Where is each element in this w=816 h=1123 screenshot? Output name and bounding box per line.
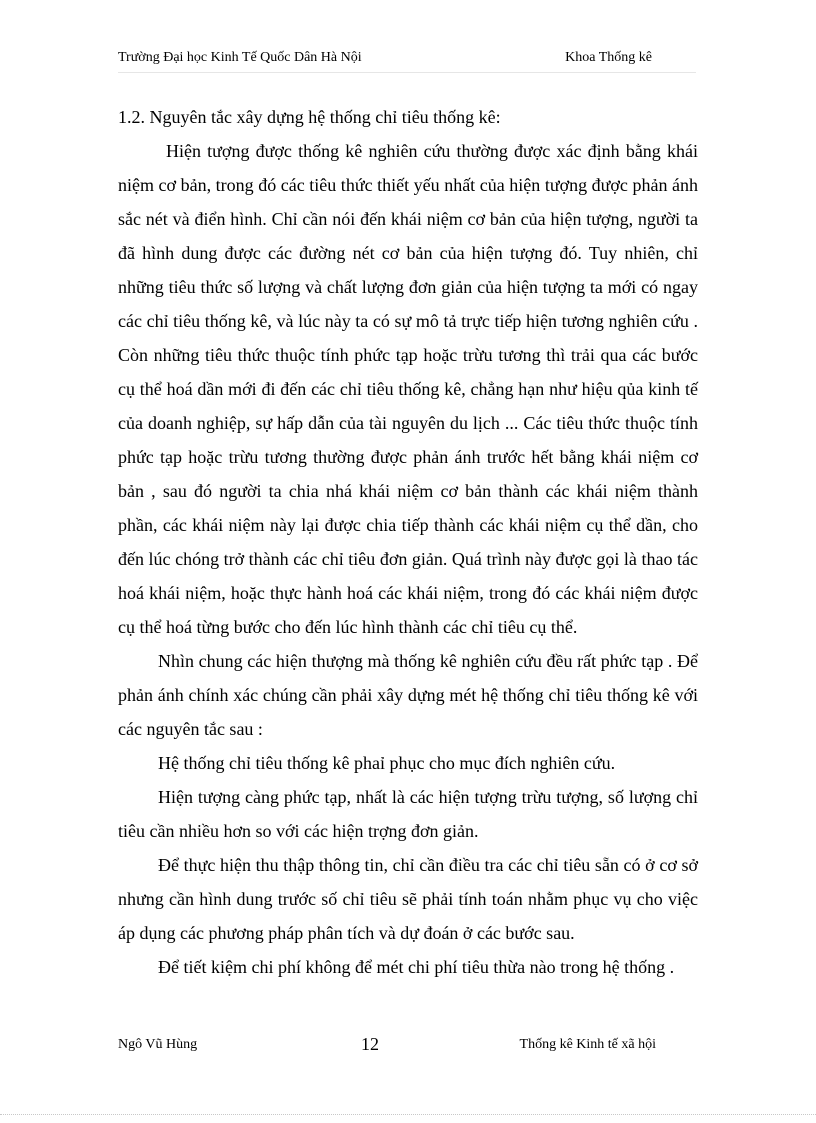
paragraph-intro: Hiện tượng được thống kê nghiên cứu thường được xác định bằng khái niệm cơ bản, trong đó các tiêu thức thiết yếu nhất của hiện tượng được phản ánh sắc nét và điển hình. Chỉ cần nói đến khái niệm cơ bản của hiện tượng, người ta đã hình dung được các đường nét cơ bản của hiện tượng đó. Tuy nhiên, chỉ những tiêu thức số lượng và chất lượng đơn giản của hiện tượng ta mới có ngay các chỉ tiêu thống kê, và lúc này ta có sự mô tả trực tiếp hiện tương nghiên cứu . Còn những tiêu thức thuộc tính phức tạp hoặc trừu tương thì trải qua các bước cụ thể hoá dần mới đi đến các chỉ tiêu thống kê, chẳng hạn như hiệu qủa kinh tế của doanh nghiệp, sự hấp dẫn của tài nguyên du lịch ... Các tiêu thức thuộc tính phức tạp hoặc trừu tương thường được phản ánh trước hết bằng khái niệm cơ bản , sau đó người ta chia nhá khái niệm cơ bản thành các khái niệm thành phần, các khái niệm này lại được chia tiếp thành các khái niệm cụ thể dần, cho đến lúc chóng trở thành các chỉ tiêu đơn giản. Quá trình này được gọi là thao tác hoá khái niệm, hoặc thực hành hoá các khái niệm, trong đó các khái niệm được cụ thể hoá từng bước cho đến lúc hình thành các chỉ tiêu cụ thể. [118,141,698,637]
header-faculty: Khoa Thống kê [565,50,652,65]
page-header [118,50,652,70]
header-divider [118,72,696,73]
page-bottom-border [0,1114,816,1115]
page-footer [118,1034,656,1058]
section-title: 1.2. Nguyên tắc xây dựng hệ thống chỉ tiêu thống kê: [118,107,501,127]
paragraph-principle-2: Hiện tượng càng phức tạp, nhất là các hiện tượng trừu tượng, số lượng chỉ tiêu cần nhiều hơn so với các hiện trợng đơn giản. [118,787,698,841]
paragraph-principle-3: Để thực hiện thu thập thông tin, chỉ cần điều tra các chỉ tiêu sẵn có ở cơ sở nhưng cần hình dung trước số chỉ tiêu sẽ phải tính toán nhằm phục vụ cho việc áp dụng các phương pháp phân tích và dự đoán ở các bước sau. [118,855,698,943]
paragraph-overview: Nhìn chung các hiện thượng mà thống kê nghiên cứu đều rất phức tạp . Để phản ánh chính xác chúng cần phải xây dựng mét hệ thống chỉ tiêu thống kê với các nguyên tắc sau : [118,651,698,739]
paragraph-principle-1: Hệ thống chỉ tiêu thống kê phaỉ phục cho mục đích nghiên cứu. [158,753,616,773]
paragraph-principle-4: Để tiết kiệm chi phí không để mét chi phí tiêu thừa nào trong hệ thống . [158,957,675,977]
header-university: Trường Đại học Kinh Tế Quốc Dân Hà Nội [118,50,362,65]
footer-author: Ngô Vũ Hùng [118,1037,198,1052]
footer-subject: Thống kê Kinh tế xã hội [519,1037,656,1052]
page-number: 12 [361,1034,379,1054]
document-body [118,100,698,984]
